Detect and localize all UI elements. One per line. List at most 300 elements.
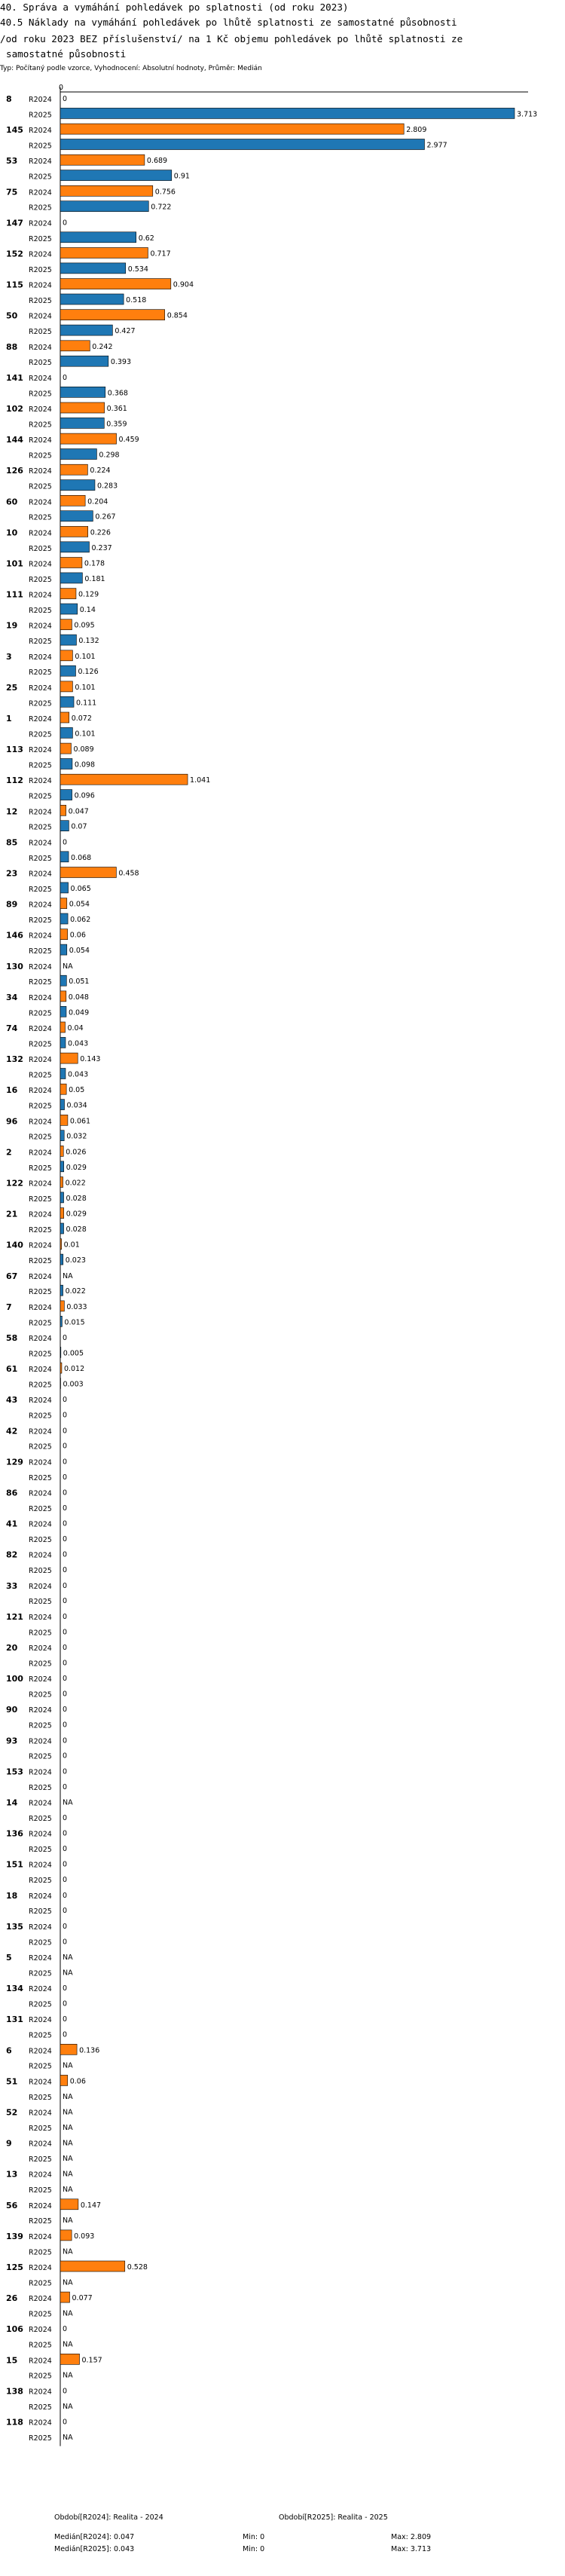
bar-r2025 [60, 170, 172, 181]
series-label: R2024 [29, 158, 52, 167]
category-label: 88 [6, 341, 18, 352]
bar-r2024 [60, 310, 165, 320]
data-label: NA [63, 1798, 73, 1807]
series-label: R2025 [29, 1319, 52, 1328]
series-label: R2025 [29, 1536, 52, 1544]
data-label: 0 [63, 1860, 68, 1869]
bar-r2024 [60, 1115, 68, 1125]
data-label: 0.518 [126, 296, 147, 304]
bar-r2025 [60, 449, 96, 460]
data-label: 0 [63, 2387, 68, 2396]
data-label: 0.181 [84, 574, 105, 583]
data-label: 0 [63, 1767, 68, 1776]
data-label: NA [63, 2155, 73, 2163]
min-r2024: Min: 0 [243, 2533, 265, 2541]
series-label: R2025 [29, 1567, 52, 1576]
data-label: 0 [63, 2418, 68, 2427]
data-label: 0 [63, 219, 68, 228]
bar-r2024 [60, 464, 87, 475]
data-label: 0.528 [127, 2263, 148, 2272]
bar-r2025 [60, 604, 78, 614]
x-axis-tick-label: 0 [59, 84, 64, 92]
series-label: R2025 [29, 1226, 52, 1234]
series-label: R2024 [29, 1954, 52, 1963]
bar-r2024 [60, 185, 153, 196]
bar-r2024 [60, 124, 404, 134]
series-label: R2024 [29, 1179, 52, 1189]
category-label: 74 [6, 1023, 18, 1033]
bar-r2025 [60, 387, 105, 397]
data-label: 0 [63, 1891, 68, 1900]
chart-subtitle: Typ: Počítaný podle vzorce, Vyhodnocení: Absolutní hodnoty, Průměr: Medián [0, 65, 262, 72]
series-label: R2024 [29, 2264, 52, 2272]
data-label: 0 [63, 2015, 68, 2024]
category-label: 153 [6, 1767, 23, 1777]
data-label: NA [63, 2186, 73, 2195]
data-label: 0 [63, 1504, 68, 1513]
bar-r2024 [60, 1084, 66, 1094]
series-label: R2025 [29, 482, 52, 491]
bar-r2024 [60, 712, 69, 723]
series-label: R2025 [29, 173, 52, 182]
data-label: 0 [63, 1566, 68, 1575]
series-label: R2025 [29, 1938, 52, 1947]
bar-r2025 [60, 542, 89, 552]
data-label: 0.132 [78, 637, 99, 646]
data-label: 0.049 [68, 1008, 90, 1017]
series-label: R2024 [29, 2388, 52, 2397]
bar-r2024 [60, 2044, 77, 2054]
category-label: 58 [6, 1333, 18, 1343]
data-label: 0.717 [150, 249, 171, 259]
data-label: 0 [63, 1829, 68, 1838]
data-label: 0.023 [65, 1256, 86, 1265]
data-label: 0.143 [80, 1055, 101, 1064]
series-label: R2025 [29, 2155, 52, 2164]
series-label: R2025 [29, 2310, 52, 2319]
category-label: 16 [6, 1085, 18, 1096]
bar-r2025 [60, 356, 108, 366]
series-label: R2024 [29, 746, 52, 755]
data-label: 3.713 [517, 110, 538, 119]
data-label: 0.01 [63, 1241, 80, 1250]
category-label: 93 [6, 1736, 18, 1746]
category-label: 67 [6, 1271, 18, 1281]
data-label: NA [63, 2123, 73, 2132]
series-label: R2025 [29, 2186, 52, 2195]
data-label: 0 [63, 1581, 68, 1590]
series-label: R2025 [29, 203, 52, 213]
data-label: 0.129 [78, 590, 99, 599]
bar-r2024 [60, 774, 188, 785]
category-label: 121 [6, 1611, 23, 1622]
series-label: R2025 [29, 421, 52, 430]
bar-r2025 [60, 821, 69, 831]
series-label: R2025 [29, 2062, 52, 2071]
data-label: 0.054 [69, 947, 90, 956]
data-label: 0 [63, 1907, 68, 1916]
series-label: R2025 [29, 1350, 52, 1359]
category-label: 101 [6, 558, 23, 569]
category-label: 140 [6, 1240, 23, 1250]
data-label: 0.267 [95, 512, 116, 522]
series-label: R2025 [29, 1133, 52, 1142]
data-label: 0 [63, 1721, 68, 1730]
series-label: R2024 [29, 962, 52, 971]
bar-r2024 [60, 1301, 64, 1311]
bar-r2024 [60, 2354, 79, 2364]
data-label: 0.054 [69, 900, 90, 909]
data-label: 1.041 [190, 776, 211, 785]
series-label: R2025 [29, 513, 52, 522]
category-label: 146 [6, 930, 23, 941]
data-label: 0.14 [79, 606, 96, 614]
bar-r2025 [60, 232, 136, 243]
series-label: R2024 [29, 498, 52, 507]
series-label: R2025 [29, 451, 52, 460]
bar-r2024 [60, 558, 82, 568]
data-label: 0.62 [138, 234, 154, 243]
category-label: 85 [6, 837, 18, 848]
series-label: R2024 [29, 1644, 52, 1653]
data-label: 0 [63, 373, 68, 382]
series-label: R2025 [29, 916, 52, 925]
data-label: 2.809 [406, 126, 427, 135]
series-label: R2025 [29, 668, 52, 678]
category-label: 112 [6, 776, 23, 786]
data-label: NA [63, 2340, 73, 2349]
series-label: R2024 [29, 2109, 52, 2118]
series-label: R2024 [29, 591, 52, 600]
bar-r2024 [60, 991, 66, 1002]
median-r2024: Medián[R2024]: 0.047 [54, 2533, 135, 2541]
data-label: NA [63, 2170, 73, 2179]
series-label: R2025 [29, 2434, 52, 2443]
bar-r2025 [60, 913, 68, 924]
category-label: 56 [6, 2200, 18, 2210]
series-label: R2025 [29, 1969, 52, 1978]
category-label: 5 [6, 1953, 12, 1963]
category-label: 2 [6, 1147, 12, 1158]
series-label: R2025 [29, 885, 52, 894]
data-label: 0 [63, 1644, 68, 1652]
category-label: 139 [6, 2231, 23, 2241]
category-label: 135 [6, 1921, 23, 1932]
bar-r2024 [60, 898, 67, 909]
data-label: 0 [63, 1535, 68, 1543]
data-label: 0 [63, 1442, 68, 1451]
data-label: 0.095 [74, 621, 95, 630]
bar-r2024 [60, 433, 117, 444]
category-label: 100 [6, 1674, 23, 1684]
data-label: 0.022 [65, 1287, 86, 1296]
category-label: 132 [6, 1054, 23, 1065]
data-label: 0 [63, 1628, 68, 1637]
data-label: 0.022 [65, 1179, 86, 1188]
series-label: R2024 [29, 529, 52, 538]
series-label: R2025 [29, 699, 52, 708]
series-label: R2024 [29, 2418, 52, 2428]
data-label: NA [63, 2217, 73, 2226]
series-label: R2024 [29, 1613, 52, 1622]
series-label: R2024 [29, 993, 52, 1002]
data-label: 0.359 [106, 420, 127, 429]
category-label: 52 [6, 2107, 18, 2118]
series-label: R2024 [29, 2078, 52, 2087]
series-label: R2025 [29, 297, 52, 305]
data-label: 0.458 [118, 869, 139, 878]
data-label: 0 [63, 1488, 68, 1498]
data-label: 0.07 [71, 822, 87, 831]
data-label: 0.06 [69, 931, 86, 940]
category-label: 130 [6, 961, 23, 971]
series-label: R2025 [29, 1381, 52, 1390]
series-label: R2024 [29, 622, 52, 631]
bar-r2025 [60, 263, 126, 274]
bar-r2025 [60, 759, 72, 769]
data-label: 0.147 [80, 2201, 102, 2210]
bar-r2025 [60, 852, 69, 862]
bar-r2025 [60, 883, 69, 893]
category-label: 113 [6, 745, 23, 755]
data-label: 0 [63, 95, 68, 103]
data-label: 0.033 [66, 1302, 87, 1311]
legend-r2024: Období[R2024]: Realita - 2024 [54, 2513, 163, 2522]
series-label: R2025 [29, 265, 52, 274]
series-label: R2024 [29, 2232, 52, 2241]
series-label: R2025 [29, 947, 52, 956]
bar-r2025 [60, 665, 75, 676]
bar-r2025 [60, 1192, 64, 1203]
series-label: R2025 [29, 1846, 52, 1854]
data-label: 0.096 [74, 791, 95, 800]
median-r2025: Medián[R2025]: 0.043 [54, 2545, 135, 2553]
series-label: R2025 [29, 730, 52, 739]
data-label: 0 [63, 2325, 68, 2334]
bar-r2025 [60, 1285, 63, 1296]
category-label: 106 [6, 2324, 23, 2335]
bar-r2024 [60, 867, 116, 878]
data-label: 0.061 [69, 1117, 91, 1126]
series-label: R2024 [29, 2295, 52, 2304]
data-label: NA [63, 1271, 73, 1280]
data-label: 0.237 [91, 543, 112, 552]
category-label: 90 [6, 1705, 18, 1715]
data-label: 0 [63, 838, 68, 847]
data-label: 0.047 [68, 807, 89, 816]
series-label: R2024 [29, 1551, 52, 1560]
category-label: 34 [6, 992, 18, 1002]
series-label: R2024 [29, 1892, 52, 1901]
data-label: 0.101 [75, 683, 96, 692]
bar-r2025 [60, 325, 112, 335]
series-label: R2025 [29, 1504, 52, 1513]
data-label: 0.226 [90, 528, 111, 537]
data-label: 0 [63, 1427, 68, 1436]
data-label: 0.242 [92, 342, 113, 351]
series-label: R2024 [29, 374, 52, 383]
series-label: R2025 [29, 390, 52, 399]
title-line-2: 40.5 Náklady na vymáhání pohledávek po lhůtě splatnosti ze samostatné působnosti [0, 17, 457, 28]
data-label: 0 [63, 1675, 68, 1684]
bar-r2024 [60, 1022, 65, 1033]
series-label: R2025 [29, 1783, 52, 1792]
bar-r2024 [60, 2199, 78, 2210]
max-r2025: Max: 3.713 [391, 2545, 432, 2553]
category-label: 86 [6, 1488, 18, 1498]
series-label: R2025 [29, 978, 52, 987]
series-label: R2024 [29, 1923, 52, 1932]
series-label: R2024 [29, 343, 52, 352]
data-label: NA [63, 2247, 73, 2256]
data-label: NA [63, 1969, 73, 1978]
data-label: 0.204 [87, 497, 108, 506]
series-label: R2024 [29, 2171, 52, 2180]
category-label: 6 [6, 2045, 12, 2056]
series-label: R2025 [29, 1660, 52, 1669]
bar-r2024 [60, 495, 85, 506]
series-label: R2025 [29, 111, 52, 120]
series-label: R2024 [29, 1768, 52, 1777]
bar-r2025 [60, 1161, 64, 1172]
series-label: R2024 [29, 312, 52, 321]
series-label: R2024 [29, 1118, 52, 1127]
data-label: 0.029 [66, 1163, 87, 1172]
data-label: 0.051 [69, 977, 90, 987]
bar-r2024 [60, 650, 72, 661]
series-label: R2025 [29, 2248, 52, 2257]
category-label: 10 [6, 528, 18, 538]
category-label: 152 [6, 249, 23, 259]
series-label: R2025 [29, 142, 52, 151]
category-label: 115 [6, 280, 23, 290]
category-label: 21 [6, 1209, 18, 1219]
data-label: 0.368 [107, 389, 128, 398]
data-label: 0.534 [127, 265, 148, 274]
data-label: 0.005 [63, 1349, 84, 1358]
data-label: 0.157 [81, 2356, 102, 2365]
category-label: 151 [6, 1859, 23, 1870]
bar-r2024 [60, 1053, 78, 1063]
series-label: R2024 [29, 901, 52, 910]
category-label: 8 [6, 94, 12, 104]
series-label: R2024 [29, 715, 52, 724]
series-label: R2025 [29, 2341, 52, 2350]
data-label: 0 [63, 1706, 68, 1715]
category-label: 14 [6, 1797, 18, 1808]
data-label: 0 [63, 1396, 68, 1405]
series-label: R2024 [29, 219, 52, 228]
data-label: 0 [63, 1999, 68, 2008]
category-label: 126 [6, 466, 23, 476]
series-label: R2024 [29, 405, 52, 414]
series-label: R2024 [29, 1830, 52, 1839]
series-label: R2024 [29, 1427, 52, 1436]
data-label: 0.05 [69, 1086, 85, 1095]
series-label: R2024 [29, 1241, 52, 1250]
bar-r2024 [60, 1208, 64, 1219]
bar-r2024 [60, 2075, 68, 2085]
category-label: 9 [6, 2138, 12, 2149]
series-label: R2025 [29, 234, 52, 243]
bar-r2024 [60, 929, 68, 940]
category-label: 82 [6, 1550, 18, 1560]
category-label: 50 [6, 311, 18, 321]
category-label: 75 [6, 187, 18, 197]
min-r2025: Min: 0 [243, 2545, 265, 2553]
data-label: 0 [63, 1984, 68, 1993]
series-label: R2025 [29, 1629, 52, 1638]
data-label: 0.06 [69, 2077, 86, 2086]
series-label: R2025 [29, 2093, 52, 2102]
data-label: 0.756 [154, 188, 176, 197]
bar-r2025 [60, 511, 93, 522]
data-label: 0 [63, 1597, 68, 1606]
series-label: R2024 [29, 870, 52, 879]
series-label: R2025 [29, 2000, 52, 2009]
bar-r2025 [60, 1316, 62, 1326]
series-label: R2025 [29, 2403, 52, 2412]
category-label: 12 [6, 806, 18, 817]
category-label: 7 [6, 1302, 12, 1312]
category-label: 89 [6, 899, 18, 910]
series-label: R2025 [29, 1721, 52, 1730]
category-label: 42 [6, 1426, 18, 1436]
data-label: 0 [63, 1473, 68, 1482]
series-label: R2024 [29, 436, 52, 445]
data-label: 0 [63, 1938, 68, 1947]
data-label: 0.043 [67, 1070, 89, 1079]
data-label: 0.028 [66, 1194, 87, 1203]
category-label: 138 [6, 2386, 23, 2397]
data-label: 0.178 [84, 559, 105, 568]
series-label: R2025 [29, 854, 52, 863]
data-label: 0.393 [110, 358, 132, 367]
title-line-4: samostatné působnosti [6, 48, 127, 60]
category-label: 61 [6, 1364, 18, 1375]
series-label: R2025 [29, 2031, 52, 2040]
data-label: 0 [63, 1334, 68, 1342]
category-label: 122 [6, 1178, 23, 1189]
title-line-1: 40. Správa a vymáhání pohledávek po splatnosti (od roku 2023) [0, 2, 349, 13]
data-label: 0.224 [90, 467, 111, 476]
category-label: 26 [6, 2293, 18, 2304]
series-label: R2024 [29, 1272, 52, 1281]
data-label: 0.427 [115, 327, 136, 336]
data-label: 0 [63, 1659, 68, 1668]
data-label: 0.028 [66, 1225, 87, 1234]
data-label: 0 [63, 1736, 68, 1745]
category-label: 96 [6, 1116, 18, 1127]
series-label: R2024 [29, 1520, 52, 1529]
series-label: R2025 [29, 823, 52, 832]
category-label: 33 [6, 1580, 18, 1591]
data-label: 0.298 [99, 451, 120, 460]
data-label: 0.098 [74, 760, 96, 769]
series-label: R2025 [29, 1442, 52, 1452]
bar-r2024 [60, 620, 72, 630]
series-label: R2025 [29, 1412, 52, 1421]
bar-r2024 [60, 526, 88, 537]
category-label: 13 [6, 2169, 18, 2180]
data-label: NA [63, 2309, 73, 2318]
data-label: NA [63, 2092, 73, 2101]
category-label: 118 [6, 2417, 23, 2428]
bar-r2025 [60, 944, 67, 955]
series-label: R2025 [29, 1598, 52, 1607]
data-label: 0 [63, 1612, 68, 1621]
series-label: R2024 [29, 1025, 52, 1033]
